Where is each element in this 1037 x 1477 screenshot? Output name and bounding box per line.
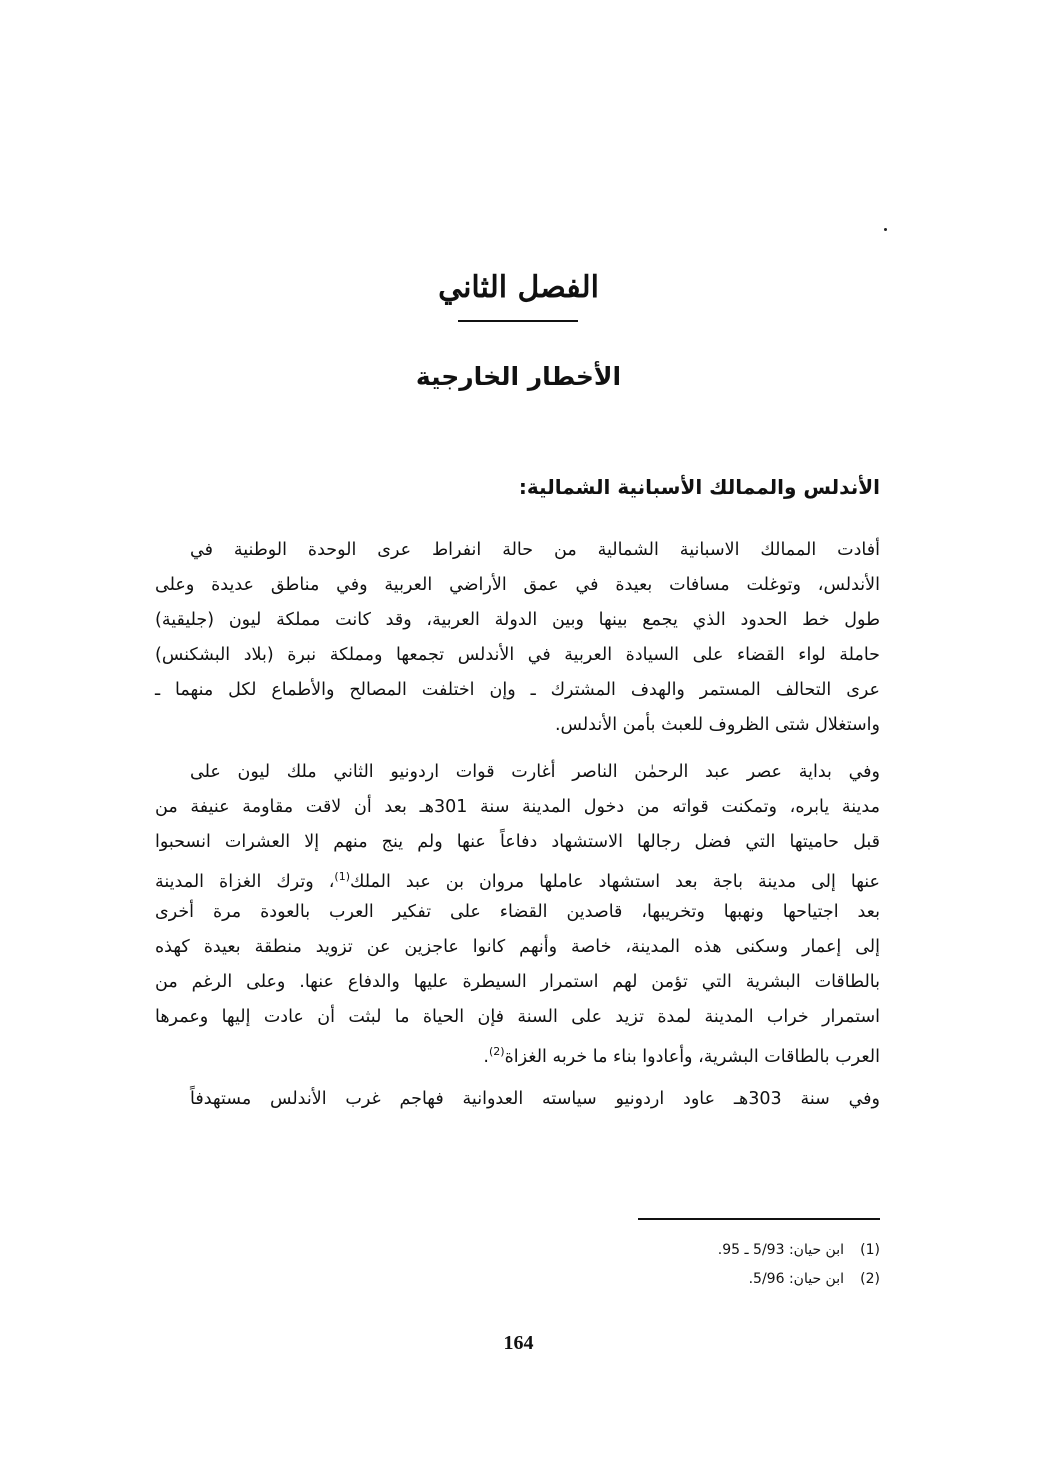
text-segment: ، وترك الغزاة المدينة xyxy=(155,871,335,892)
section-heading: الأندلس والممالك الأسبانية الشمالية: xyxy=(518,475,880,499)
text-line: إلى إعمار وسكنى هذه المدينة، خاصة وأنهم كانوا عاجزين عن تزويد منطقة بعيدة كهذه xyxy=(155,937,880,957)
text-line: حاملة لواء القضاء على السيادة العربية في الأندلس تجمعها ومملكة نبرة (بلاد البشكنس) xyxy=(155,645,880,665)
footnote-ref[interactable]: (2) xyxy=(489,1045,505,1058)
chapter-title-rule xyxy=(458,320,578,322)
text-line: أفادت الممالك الاسبانية الشمالية من حالة انفراط عرى الوحدة الوطنية في xyxy=(190,540,880,560)
footnote xyxy=(749,1268,880,1290)
footnote-rule xyxy=(638,1218,880,1220)
text-line: واستغلال شتى الظروف للعبث بأمن الأندلس. xyxy=(554,715,880,735)
footnote-ref[interactable]: (1) xyxy=(334,870,350,883)
text-line: قبل حاميتها التي فضل رجالها الاستشهاد دفاعاً عنها ولم ينج منهم إلا العشرات انسحبوا xyxy=(155,832,880,852)
text-line: الأندلس، وتوغلت مسافات بعيدة في عمق الأراضي العربية وفي مناطق عديدة وعلى xyxy=(155,575,880,595)
text-line: عرى التحالف المستمر والهدف المشترك ـ وإن اختلفت المصالح والأطماع لكل منهما ـ xyxy=(155,680,880,700)
text-line: بالطاقات البشرية التي تؤمن لهم استمرار السيطرة عليها والدفاع عنها. وعلى الرغم من xyxy=(155,972,880,992)
footnote-text: ابن حيان: 5/93 ـ 95. xyxy=(717,1242,844,1258)
footnote-number: (2) xyxy=(860,1271,880,1287)
footnote xyxy=(718,1239,880,1261)
footnote-text: ابن حيان: 5/96. xyxy=(748,1271,844,1287)
text-line: مدينة يابره، وتمكنت قواته من دخول المدينة سنة 301هـ بعد أن لاقت مقاومة عنيفة من xyxy=(155,797,880,817)
text-segment: العرب بالطاقات البشرية، وأعادوا بناء ما خربه الغزاة xyxy=(504,1046,880,1067)
chapter-title: الفصل الثاني xyxy=(438,270,599,305)
text-line: وفي بداية عصر عبد الرحمٰن الناصر أغارت قوات اردونيو الثاني ملك ليون على xyxy=(190,762,880,782)
text-line: وفي سنة 303هـ عاود اردونيو سياسته العدوانية فهاجم غرب الأندلس مستهدفاً xyxy=(190,1089,880,1109)
footnote-number: (1) xyxy=(860,1242,880,1258)
page-number: 164 xyxy=(503,1332,534,1354)
text-line xyxy=(155,862,880,897)
text-segment: . xyxy=(483,1046,489,1067)
text-line: بعد اجتياحها ونهبها وتخريبها، قاصدين القضاء على تفكير العرب بالعودة مرة أخرى xyxy=(155,902,880,922)
text-segment: عنها إلى مدينة باجة بعد استشهاد عاملها مروان بن عبد الملك xyxy=(350,871,880,892)
text-line: استمرار خراب المدينة لمدة تزيد على السنة فإن الحياة ما لبثت أن عادت إليها وعمرها xyxy=(155,1007,880,1027)
scan-speck xyxy=(884,228,887,231)
text-line xyxy=(155,1037,880,1072)
chapter-subtitle: الأخطار الخارجية xyxy=(415,362,622,391)
text-line: طول خط الحدود الذي يجمع بينها وبين الدولة العربية، وقد كانت مملكة ليون (جليقية) xyxy=(155,610,880,630)
